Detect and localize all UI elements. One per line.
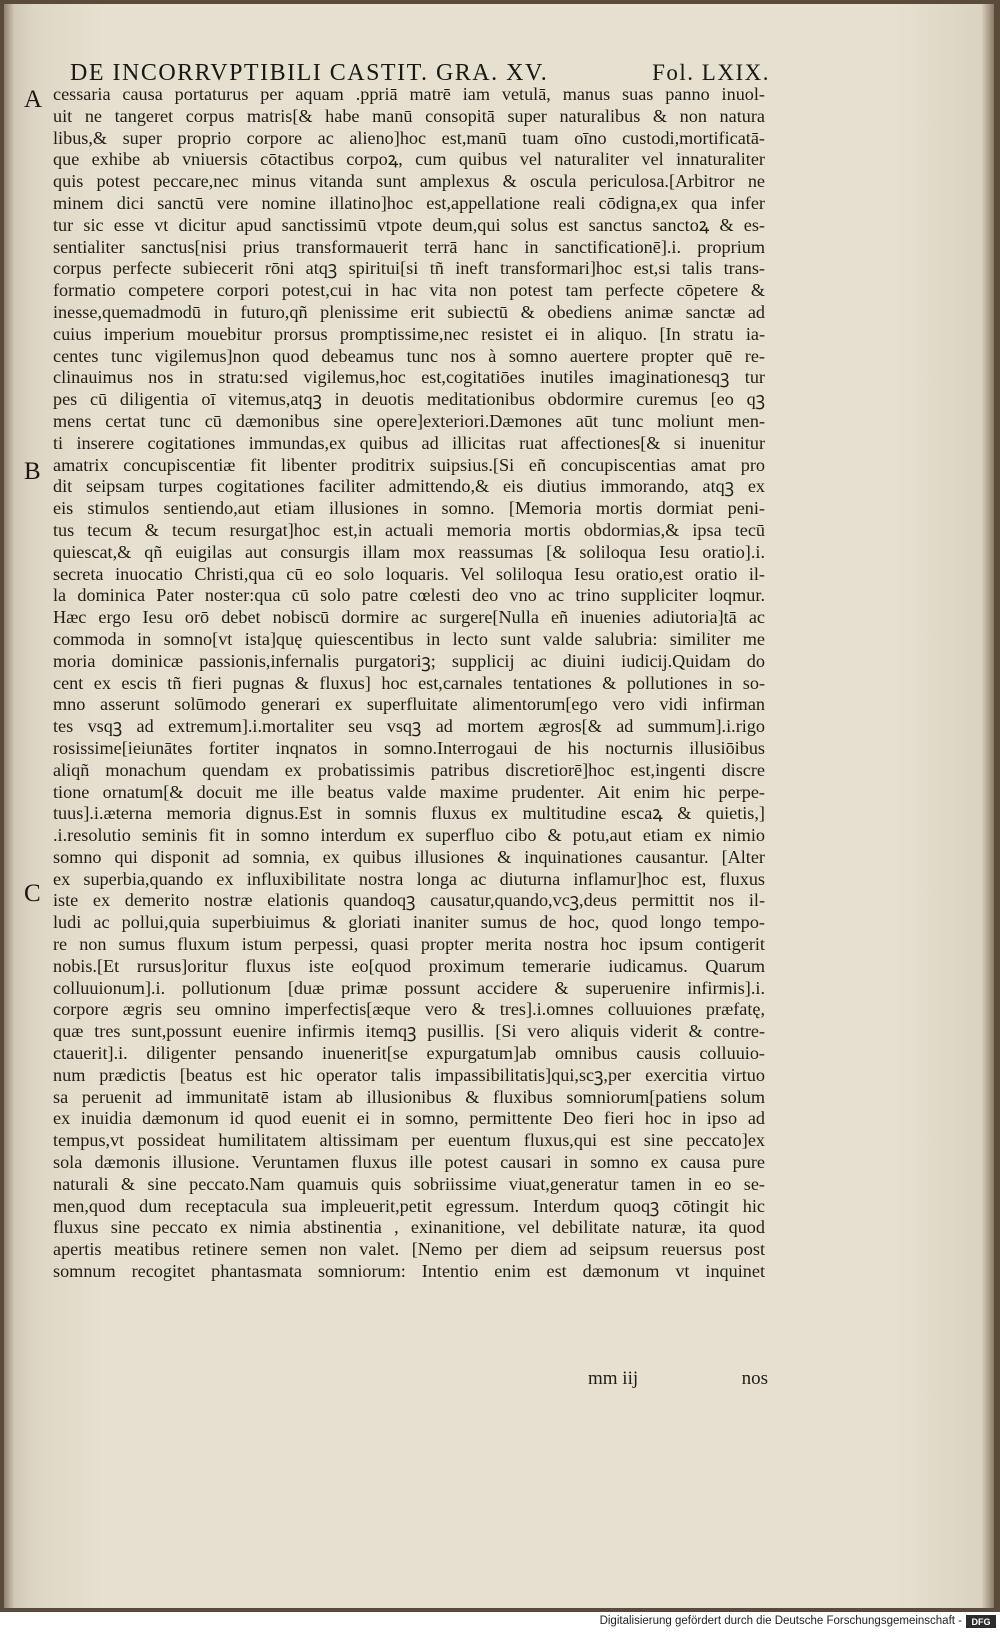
text-line: iste ex demerito nostræ elationis quandoqꝫ causatur,quando,vcꝫ,deus permittit nos il- <box>53 890 765 911</box>
text-line: sentialiter sanctus[nisi prius transformauerit terrā hanc in sanctificationē].i. proprium <box>53 236 765 257</box>
text-line: centes tunc vigilemus]non quod debeamus tunc nos à somno auertere propter quē re- <box>53 345 765 366</box>
text-line: aliqñ monachum quendam ex probatissimis patribus discretiorē]hoc est,ingenti discre <box>53 759 765 780</box>
text-line: sola dæmonis illusione. Veruntamen fluxus ille potest causari in somno ex causa pure <box>53 1152 765 1173</box>
text-line: minem dici sanctū vere nomine illatino]hoc est,appellatione reali cōdigna,ex qua infer <box>53 192 765 213</box>
funding-notice: Digitalisierung gefördert durch die Deutsche Forschungsgemeinschaft - <box>599 1615 962 1627</box>
text-line: naturali & sine peccato.Nam quamuis quis sobriissime viuat,generatur tamen in eo se- <box>53 1173 765 1194</box>
dfg-logo: DFG <box>966 1615 996 1628</box>
text-line: cent ex escis tñ fieri pugnas & fluxus] hoc est,carnales tentationes & pollutiones in so- <box>53 672 765 693</box>
signature-line <box>588 1368 768 1390</box>
text-line: cessaria causa portaturus per aquam .ppriā matrē iam vetulā, manus suas panno inuol- <box>53 84 765 104</box>
text-line: fluxus sine peccato ex nimia abstinentia , exinanitione, vel debilitate naturæ, ita quod <box>53 1217 765 1238</box>
text-line: tuus].i.æterna memoria dignus.Est in somnis fluxus ex multitudine escaꝝ & quietis,] <box>53 803 765 824</box>
text-line: quæ tres sunt,possunt euenire infirmis itemqꝫ pusillis. [Si vero aliquis viderit & contre- <box>53 1021 765 1042</box>
text-line: colluuionum].i. pollutionum [duæ primæ possunt accidere & superuenire infirmis].i. <box>53 977 765 998</box>
text-line: eis stimulos sentiendo,aut etiam illusiones in somno. [Memoria mortis dormiat peni- <box>53 498 765 519</box>
section-marker-a: A <box>24 86 43 113</box>
text-line: amatrix concupiscentiæ fit libenter proditrix suipsius.[Si eñ concupiscentias amat pro <box>53 454 765 475</box>
text-line: la dominica Pater noster:qua cū solo patre cœlesti deo vno ac trino suppliciter loqmur. <box>53 585 765 606</box>
text-line: tempus,vt possideat humilitatem altissimam per euentum fluxus,qui est sine peccato]ex <box>53 1130 765 1151</box>
text-line: somno qui disponit ad somnia, ex quibus illusiones & inquinationes causantur. [Alter <box>53 846 765 867</box>
page-edge <box>982 4 994 1608</box>
signature-mark: mm iij <box>588 1368 639 1389</box>
text-line: cuius imperium mouebitur prorsus promptissime,nec resistet ei in aliquo. [In stratu ia- <box>53 323 765 344</box>
text-line: Hæc ergo Iesu orō debet nobiscū dormire ac surgere[Nulla eñ inuenies adiutoria]tā ac <box>53 607 765 628</box>
text-line: tus tecum & tecum resurgat]hoc est,in actuali memoria mortis obdormias,& ipsa tecū <box>53 519 765 540</box>
text-line: tes vsqꝫ ad extremum].i.mortaliter seu vsqꝫ ad mortem ægros[& ad summum].i.rigo <box>53 716 765 737</box>
text-line: men,quod dum receptacula sua impleuerit,petit egressum. Interdum quoqꝫ cōtingit hic <box>53 1195 765 1216</box>
text-line: moria dominicæ passionis,infernalis purgatoriꝫ; supplicij ac diuini iudicij.Quidam do <box>53 650 765 671</box>
text-line: sa peruenit ad immunitatē istam ab illusionibus & fluxibus somniorum[patiens solum <box>53 1086 765 1107</box>
text-line: .i.resolutio seminis fit in somno interdum ex superfluo cibo & potu,aut etiam ex nimio <box>53 825 765 846</box>
folio-number: Fol. LXIX. <box>652 60 770 85</box>
section-marker-b: B <box>24 458 41 485</box>
text-line: somnum recogitet phantasmata somniorum: Intentio enim est dæmonum vt inquinet <box>53 1261 765 1282</box>
text-line: inesse,quemadmodū in futuro,qñ plenissime erit subiectū & obediens animæ sanctæ ad <box>53 301 765 322</box>
text-line: formatio competere corpori potest,cui in hac vita non potest tam perfecte cōpetere & <box>53 280 765 301</box>
running-head-title: DE INCORRVPTIBILI CASTIT. GRA. XV. <box>70 60 549 86</box>
text-line: que exhibe ab vniuersis cōtactibus corpoꝝ, cum quibus vel naturaliter vel innaturaliter <box>53 149 765 170</box>
text-line: ti inserere cogitationes immundas,ex quibus ad illicitas ruat affectiones[& si inuenitur <box>53 432 765 453</box>
text-line: pes cū diligentia oī vitemus,atqꝫ in deuotis meditationibus obdormire curemus [eo qꝫ <box>53 389 765 410</box>
text-line: secreta inuocatio Christi,qua cū eo solo loquaris. Vel soliloqua Iesu oratio,est oratio il- <box>53 563 765 584</box>
text-line: nobis.[Et rursus]oritur fluxus iste eo[quod proximum temerarie iudicamus. Quarum <box>53 955 765 976</box>
text-line: quis potest peccare,nec minus vitanda sunt amplexus & oscula periculosa.[Arbitror ne <box>53 171 765 192</box>
text-line: corpore ægris seu omnino imperfectis[æque vero & tres].i.omnes colluuiones præfatę, <box>53 999 765 1020</box>
section-marker-c: C <box>24 880 41 907</box>
text-line: apertis meatibus retinere semen non valet. [Nemo per diem ad seipsum reuersus post <box>53 1239 765 1260</box>
text-line: num prædictis [beatus est hic operator talis impassibilitatis]qui,scꝫ,per exercitia virtuo <box>53 1064 765 1085</box>
text-line: corpus perfecte subiecerit rōni atqꝫ spiritui[si tñ ineft transformari]hoc est,si talis trans- <box>53 258 765 279</box>
text-line: ludi ac pollui,quia superbiuimus & gloriati inaniter sumus de hoc, quod longo tempo- <box>53 912 765 933</box>
text-line: re non sumus fluxum istum perpessi, quasi propter merita nostra hoc ipsum contigerit <box>53 934 765 955</box>
text-line: dit seipsam turpes cogitationes faciliter admittendo,& eis diutius immorando, atqꝫ ex <box>53 476 765 497</box>
text-line: libus,& super proprio corpore ac alieno]hoc est,manū tuam oīno custodi,mortificatā- <box>53 127 765 148</box>
text-line: ctauerit].i. diligenter pensando inuenerit[se expurgatum]ab omnibus causis colluuio- <box>53 1043 765 1064</box>
page-gutter <box>4 4 14 1608</box>
text-line: mens certat tunc cū dæmonibus sine opere]exteriori.Dæmones aūt tunc moliunt men- <box>53 410 765 431</box>
text-line: commoda in somno[vt ista]quę quiescentibus in lecto sunt valde salubria: similiter me <box>53 628 765 649</box>
catchword: nos <box>741 1368 768 1389</box>
body-text <box>53 84 765 1283</box>
footer-bar <box>0 1612 1000 1632</box>
text-line: ex inuidia dæmonum id quod euenit ei in somno, permittente Deo fieri hoc in ipso ad <box>53 1108 765 1129</box>
text-line: tur sic esse vt dicitur apud sanctissimū vtpote deum,qui solus est sanctus sanctoꝝ & es- <box>53 214 765 235</box>
text-line: clinauimus nos in stratu:sed vigilemus,hoc est,cogitatiōes inutiles imaginationesqꝫ tur <box>53 367 765 388</box>
text-line: uit ne tangeret corpus matris[& habe manū consopitā super naturalibus & non natura <box>53 105 765 126</box>
text-line: ex superbia,quando ex influxibilitate nostra longa ac diuturna inflamur]hoc est, fluxus <box>53 868 765 889</box>
text-line: mno asserunt solūmodo generari ex superfluitate alimentorum[ego vero vidi infirman <box>53 694 765 715</box>
text-line: tione ornatum[& docuit me ille beatus valde maxime prudenter. Ait enim hic perpe- <box>53 781 765 802</box>
running-head <box>70 60 770 87</box>
text-line: quiescat,& qñ euigilas aut consurgis illam mox reassumas [& soliloqua Iesu oratio].i. <box>53 541 765 562</box>
text-line: rosissime[ieiunātes fortiter inqnatos in somno.Interrogaui de his nocturnis illusiōibus <box>53 737 765 758</box>
